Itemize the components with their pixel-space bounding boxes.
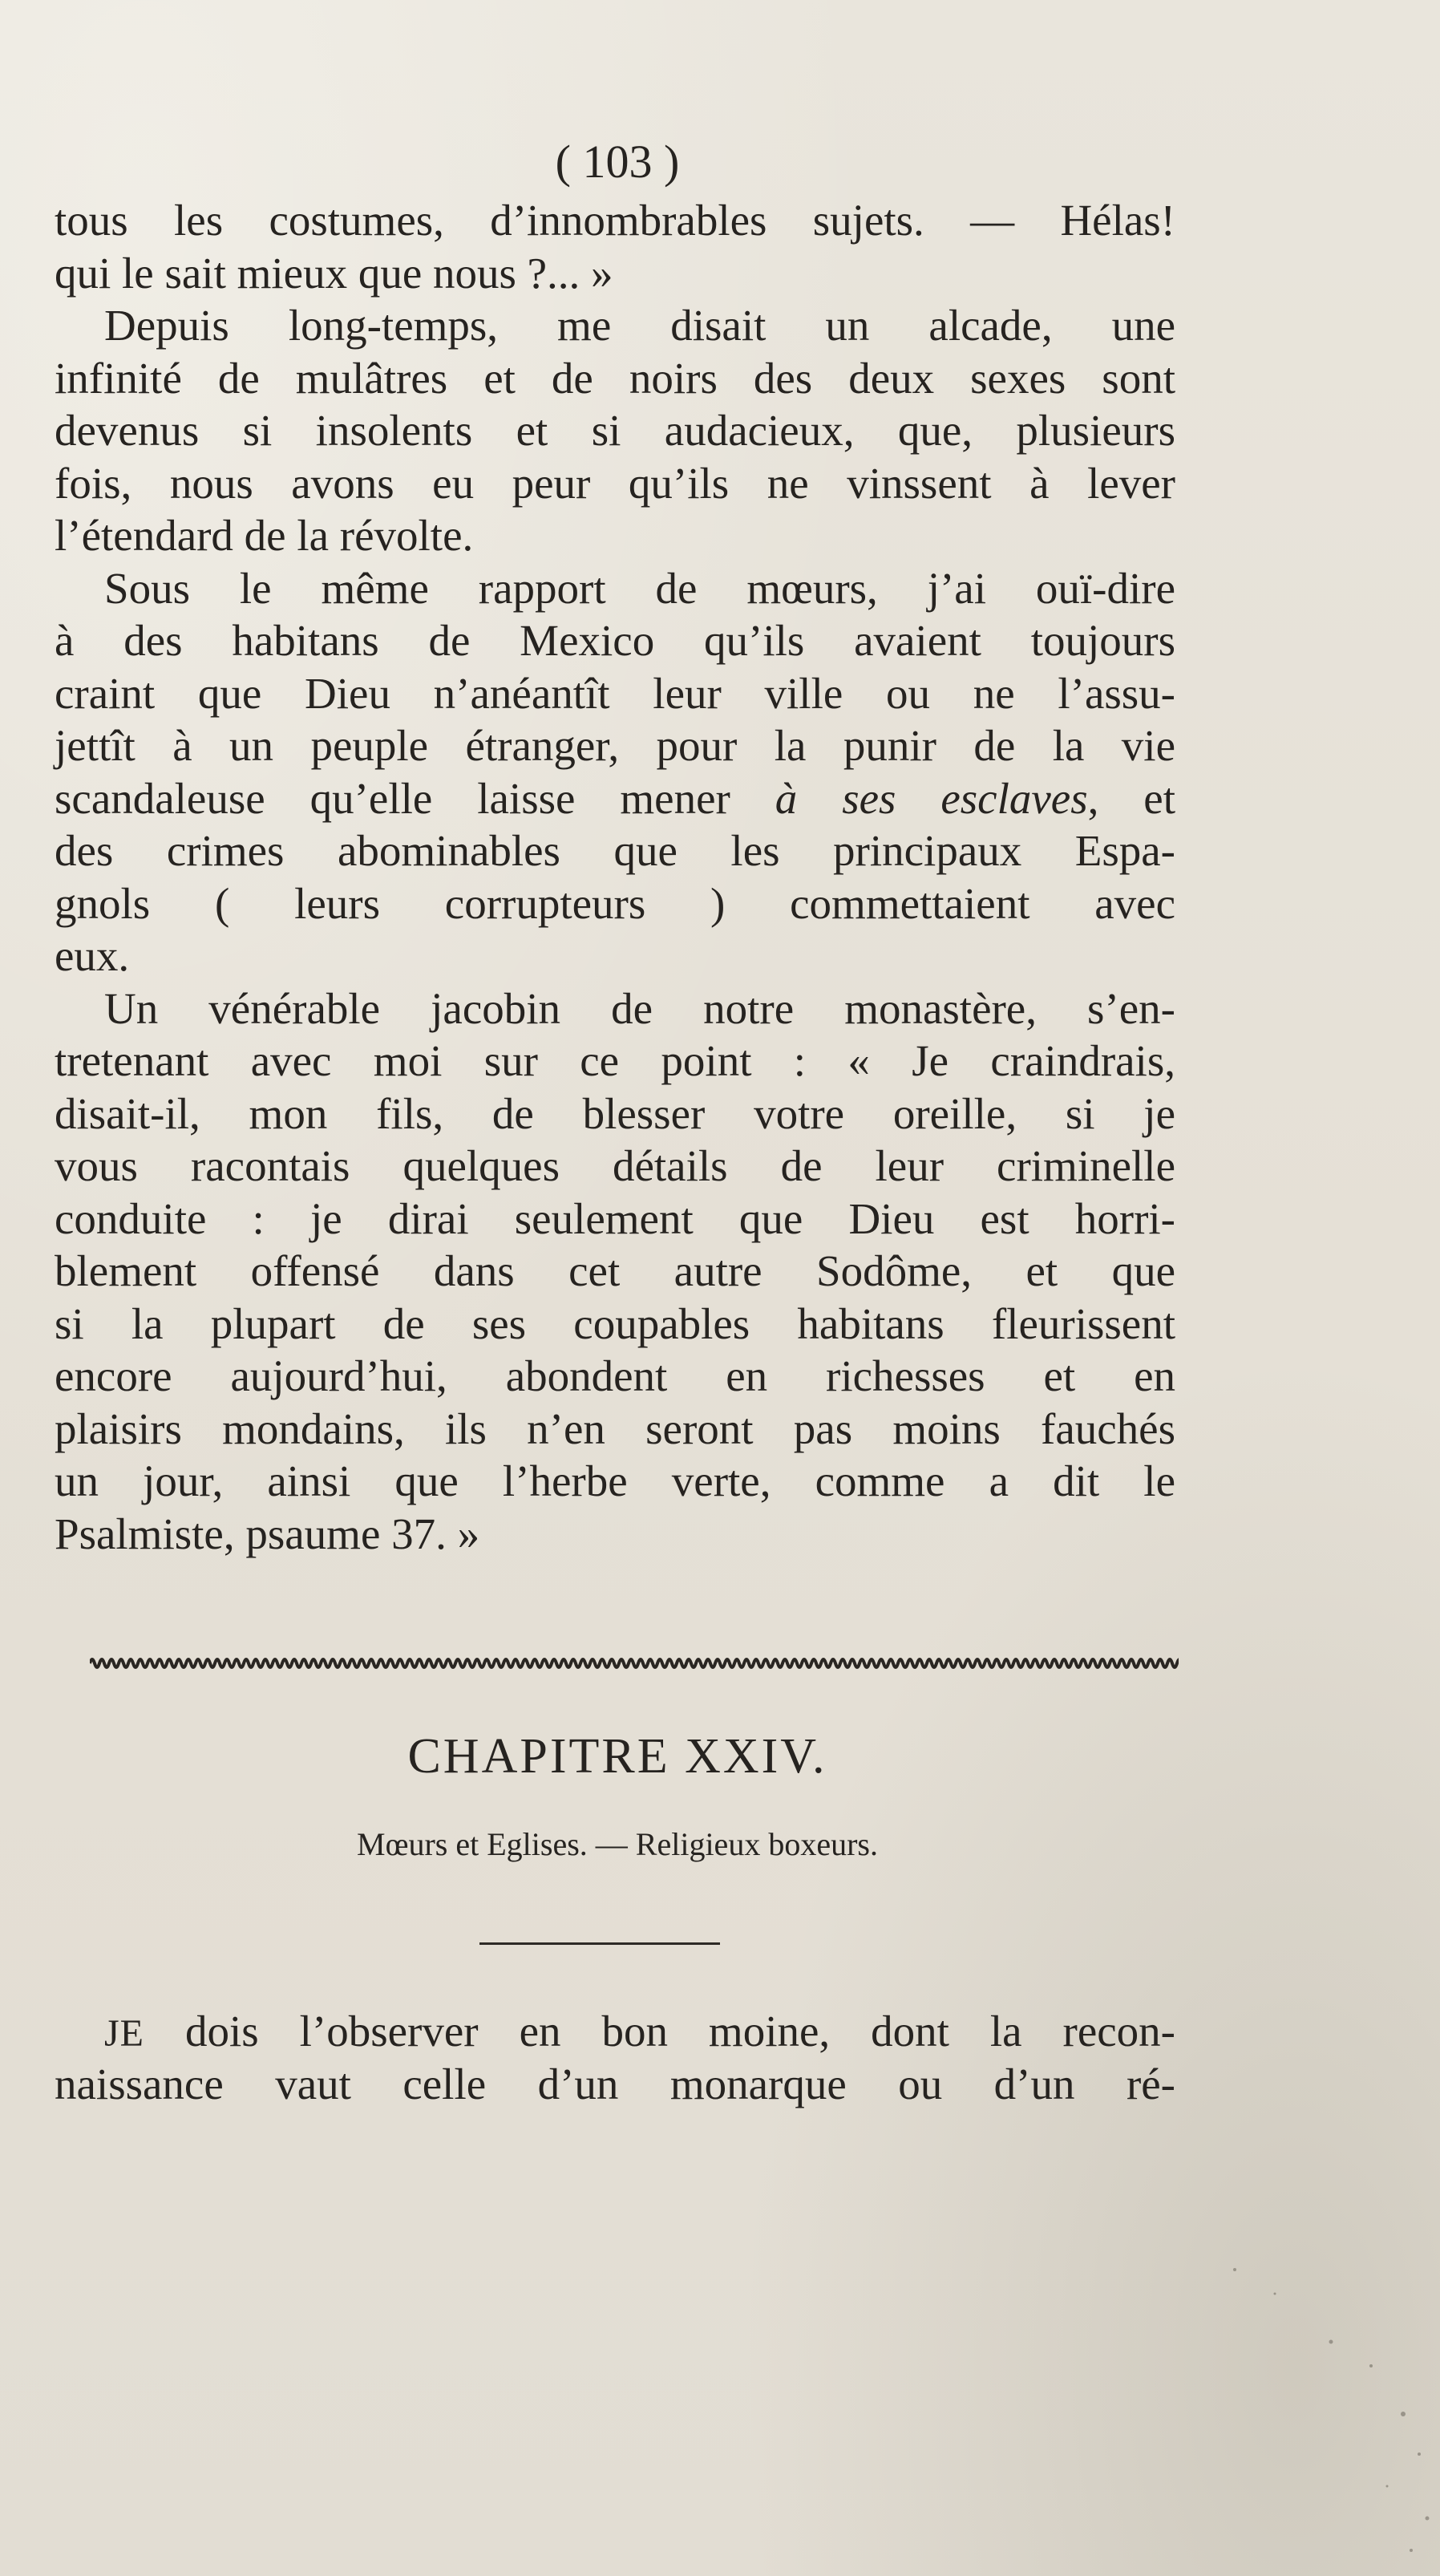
- text-line: JE dois l’observer en bon moine, dont la recon-: [104, 2007, 1175, 2056]
- text-line: jettît à un peuple étranger, pour la punir de la vie: [55, 721, 1175, 770]
- text-line: fois, nous avons eu peur qu’ils ne vinssent à lever: [55, 458, 1175, 508]
- page-number: ( 103 ): [555, 136, 680, 188]
- separator-rule: [479, 1942, 720, 1945]
- chapter-title: CHAPITRE XXIV.: [407, 1729, 827, 1784]
- paper-specks: [1203, 2246, 1440, 2576]
- text-line: scandaleuse qu’elle laisse mener à ses esclaves, et: [55, 773, 1175, 823]
- text-line: vous racontais quelques détails de leur criminelle: [55, 1141, 1175, 1190]
- ornamental-divider: [90, 1654, 1179, 1673]
- text-line: des crimes abominables que les principaux Espa-: [55, 826, 1175, 875]
- text-line: infinité de mulâtres et de noirs des deux sexes sont: [55, 353, 1175, 403]
- text-line: qui le sait mieux que nous ?... »: [55, 248, 613, 298]
- drop-cap: JE: [104, 2012, 144, 2055]
- text-line: plaisirs mondains, ils n’en seront pas moins fauchés: [55, 1403, 1175, 1453]
- text-line: à des habitans de Mexico qu’ils avaient toujours: [55, 616, 1175, 665]
- text-line: Sous le même rapport de mœurs, j’ai ouï-dire: [104, 563, 1175, 613]
- text-line: l’étendard de la révolte.: [55, 511, 474, 560]
- text-line: tous les costumes, d’innombrables sujets. — Hélas!: [55, 196, 1175, 245]
- text-line: devenus si insolents et si audacieux, que, plusieurs: [55, 406, 1175, 455]
- chapter-opening-text: [55, 2005, 1175, 2110]
- text-line: tretenant avec moi sur ce point : « Je craindrais,: [55, 1036, 1175, 1085]
- text-line: encore aujourd’hui, abondent en richesses et en: [55, 1351, 1175, 1400]
- chapter-subtitle: Mœurs et Eglises. — Religieux boxeurs.: [357, 1826, 878, 1862]
- emphasis-text: à ses esclaves: [775, 773, 1088, 823]
- text-line: craint que Dieu n’anéantît leur ville ou ne l’assu-: [55, 668, 1175, 718]
- text-line: Un vénérable jacobin de notre monastère, s’en-: [104, 983, 1175, 1033]
- text-line: un jour, ainsi que l’herbe verte, comme a dit le: [55, 1456, 1175, 1505]
- text-line: naissance vaut celle d’un monarque ou d’un ré-: [55, 2059, 1175, 2108]
- body-text: [55, 194, 1175, 1560]
- text-line: Psalmiste, psaume 37. »: [55, 1509, 480, 1558]
- text-line: Depuis long-temps, me disait un alcade, une: [104, 301, 1175, 350]
- text-line: si la plupart de ses coupables habitans fleurissent: [55, 1298, 1175, 1348]
- text-line: disait-il, mon fils, de blesser votre oreille, si je: [55, 1088, 1175, 1138]
- text-line: gnols ( leurs corrupteurs ) commettaient avec: [55, 878, 1175, 928]
- text-line: blement offensé dans cet autre Sodôme, et que: [55, 1246, 1175, 1295]
- text-line: conduite : je dirai seulement que Dieu est horri-: [55, 1193, 1175, 1243]
- text-line: eux.: [55, 931, 130, 980]
